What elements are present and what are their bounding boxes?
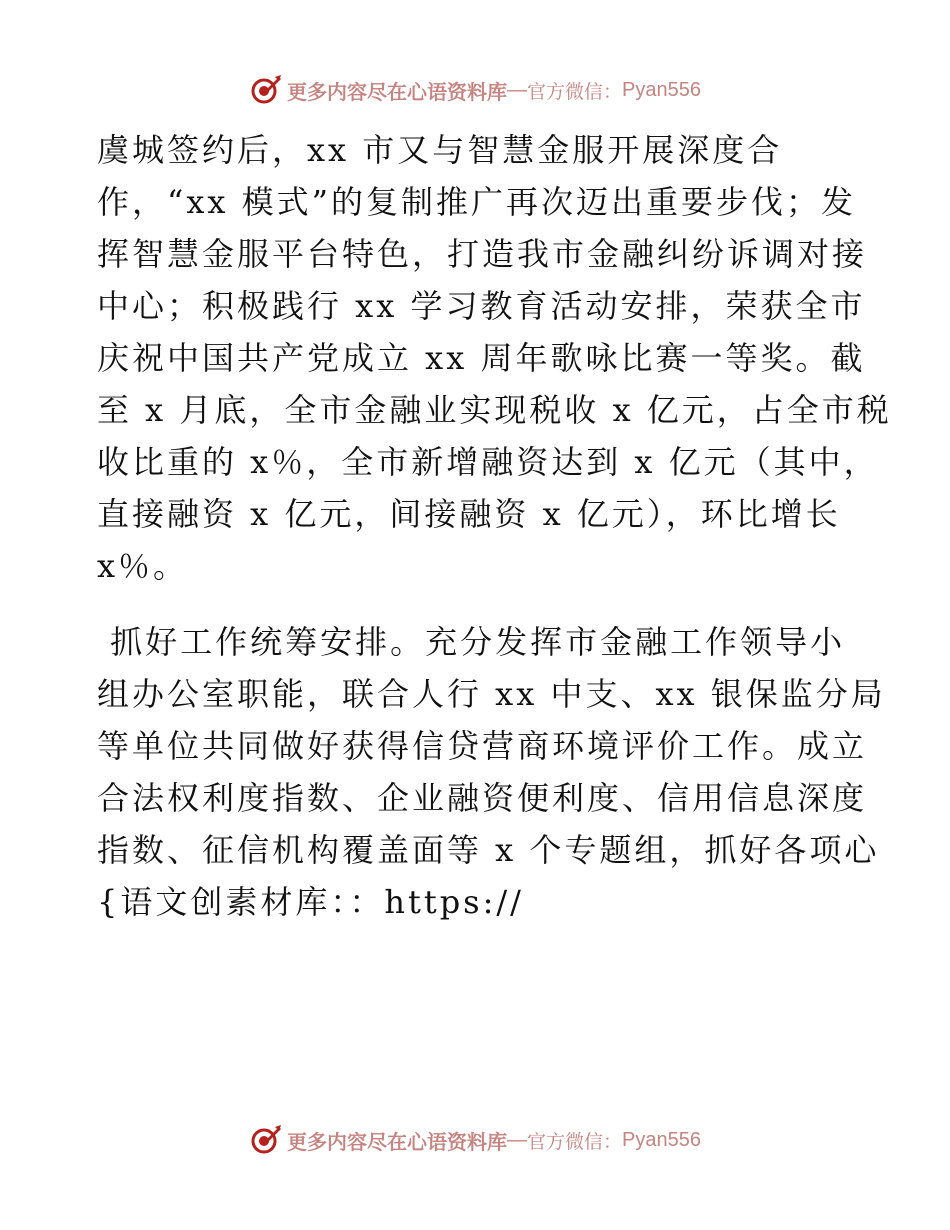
- paragraph-2: [97, 616, 886, 928]
- text-line: 指数、征信机构覆盖面等 x 个专题组，抓好各项心: [97, 831, 880, 869]
- text-line: 合法权利度指数、企业融资便利度、信用信息深度: [97, 779, 868, 817]
- banner-dash: —: [507, 78, 527, 101]
- text-line: 挥智慧金服平台特色，打造我市金融纠纷诉调对接: [97, 235, 868, 273]
- text-line: 作，“xx 模式”的复制推广再次迈出重要步伐；发: [97, 183, 856, 221]
- quill-pen-circle-icon: [249, 73, 283, 107]
- document-body: [97, 124, 892, 928]
- text-line: 虞城签约后，xx 市又与智慧金服开展深度合: [97, 131, 783, 169]
- banner-official-label: 官方微信：: [527, 1130, 623, 1153]
- text-line: 庆祝中国共产党成立 xx 周年歌咏比赛一等奖。截: [97, 339, 866, 377]
- text-line: {语文创素材库：：https://: [97, 883, 524, 921]
- text-line: 中心；积极践行 xx 学习教育活动安排，荣获全市: [97, 287, 866, 325]
- text-line: x％。: [97, 547, 189, 585]
- paragraph-gap: [97, 592, 867, 616]
- text-line: 至 x 月底，全市金融业实现税收 x 亿元，占全市税: [97, 391, 892, 429]
- banner-main-text: 更多内容尽在心语资料库: [287, 1129, 507, 1154]
- paragraph-1: [97, 124, 892, 592]
- text-line: 等单位共同做好获得信贷营商环境评价工作。成立: [97, 727, 868, 765]
- footer-banner: [0, 1120, 950, 1160]
- banner-wechat-id: Pyan556: [622, 1128, 701, 1151]
- banner-wechat-id: Pyan556: [622, 78, 701, 101]
- text-line: 抓好工作统筹安排。充分发挥市金融工作领导小: [97, 623, 846, 661]
- quill-pen-circle-icon: [249, 1123, 283, 1157]
- header-banner: [0, 70, 950, 110]
- banner-official-label: 官方微信：: [527, 80, 623, 103]
- banner-main-text: 更多内容尽在心语资料库: [287, 79, 507, 104]
- text-line: 直接融资 x 亿元，间接融资 x 亿元），环比增长: [97, 495, 841, 533]
- banner-dash: —: [507, 1128, 527, 1151]
- text-line: 收比重的 x％，全市新增融资达到 x 亿元（其中，: [97, 443, 879, 481]
- text-line: 组办公室职能，联合人行 xx 中支、xx 银保监分局: [97, 675, 886, 713]
